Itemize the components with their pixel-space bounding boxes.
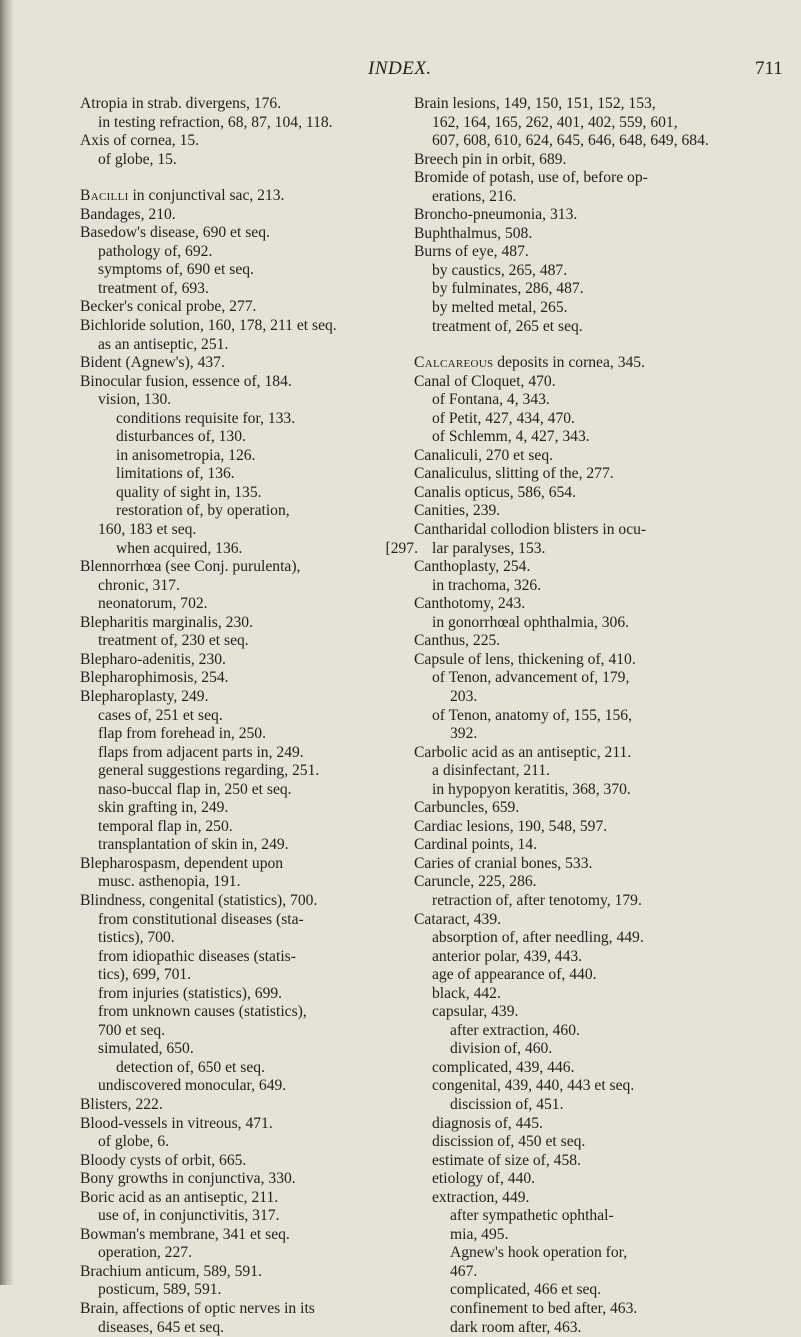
index-entry: Brain lesions, 149, 150, 151, 152, 153, <box>414 95 656 112</box>
index-entry: flaps from adjacent parts in, 249. <box>98 743 304 761</box>
index-entry: Canthoplasty, 254. <box>414 558 531 576</box>
index-entry: complicated, 466 et seq. <box>450 1281 602 1299</box>
index-entry: 607, 608, 610, 624, 645, 646, 648, 649, 684. <box>432 132 709 150</box>
index-entry: in trachoma, 326. <box>432 576 542 594</box>
index-entry: Canthus, 225. <box>414 632 501 650</box>
index-entry: diseases, 645 et seq. <box>98 1318 225 1336</box>
index-entry: tistics), 700. <box>98 929 175 947</box>
index-entry: conditions requisite for, 133. <box>116 409 296 427</box>
index-entry: Blisters, 222. <box>80 1095 163 1113</box>
index-entry: tics), 699, 701. <box>98 966 192 984</box>
index-entry: of Petit, 427, 434, 470. <box>432 409 575 427</box>
index-entry: discission of, 450 et seq. <box>432 1133 586 1151</box>
index-entry: mia, 495. <box>450 1225 509 1243</box>
index-entry: a disinfectant, 211. <box>432 762 551 780</box>
index-entry: operation, 227. <box>98 1244 192 1262</box>
index-entry: Brachium anticum, 589, 591. <box>80 1262 262 1280</box>
index-entry: 203. <box>450 687 478 705</box>
index-entry: quality of sight in, 135. <box>116 483 262 501</box>
index-entry: use of, in conjunctivitis, 317. <box>98 1207 280 1225</box>
index-entry: general suggestions regarding, 251. <box>98 762 320 780</box>
index-entry: Blepharo-adenitis, 230. <box>80 650 226 668</box>
page-binding-shadow <box>0 0 14 1285</box>
section-initial-word: Bacilli <box>80 187 129 205</box>
index-entry: 392. <box>450 725 478 743</box>
index-entry: of Schlemm, 4, 427, 343. <box>432 428 590 446</box>
index-entry: capsular, 439. <box>432 1003 519 1021</box>
index-entry: Cardinal points, 14. <box>414 836 538 854</box>
running-title: INDEX. <box>368 58 432 79</box>
index-entry: by caustics, 265, 487. <box>432 261 568 279</box>
index-entry: after extraction, 460. <box>450 1021 580 1039</box>
index-entry: Caries of cranial bones, 533. <box>414 854 593 872</box>
index-entry: Axis of cornea, 15. <box>80 132 200 150</box>
index-entry: Breech pin in orbit, 689. <box>414 150 567 168</box>
index-entry: Bromide of potash, use of, before op- <box>414 169 648 187</box>
index-entry: Bowman's membrane, 341 et seq. <box>80 1225 290 1243</box>
index-entry: pathology of, 692. <box>98 242 213 260</box>
index-entry: diagnosis of, 445. <box>432 1114 543 1132</box>
section-gap <box>80 169 418 187</box>
index-entry: after sympathetic ophthal- <box>450 1207 614 1225</box>
index-entry: Agnew's hook operation for, <box>450 1244 628 1262</box>
index-entry: Blepharitis marginalis, 230. <box>80 613 253 631</box>
index-entry: Becker's conical probe, 277. <box>80 298 257 316</box>
index-entry: Calcareous deposits in cornea, 345. <box>414 354 645 372</box>
index-entry: of Tenon, anatomy of, 155, 156, <box>432 706 633 724</box>
index-entry: in gonorrhœal ophthalmia, 306. <box>432 613 630 631</box>
index-column-left <box>80 95 418 1337</box>
index-entry: by fulminates, 286, 487. <box>432 280 584 298</box>
index-entry: of globe, 15. <box>98 150 177 168</box>
index-entry: Blepharospasm, dependent upon <box>80 854 284 872</box>
index-entry: treatment of, 230 et seq. <box>98 632 249 650</box>
index-entry: Carbuncles, 659. <box>414 799 520 817</box>
index-entry: Bloody cysts of orbit, 665. <box>80 1151 247 1169</box>
index-entry: Atropia in strab. divergens, 176. <box>80 95 282 112</box>
page-number: 711 <box>755 58 783 79</box>
index-entry: Canal of Cloquet, 470. <box>414 372 556 390</box>
index-entry: Brain, affections of optic nerves in its <box>80 1300 315 1317</box>
index-entry: erations, 216. <box>432 187 517 205</box>
index-entry: neonatorum, 702. <box>98 595 208 613</box>
index-entry: Bident (Agnew's), 437. <box>80 354 225 372</box>
index-entry: limitations of, 136. <box>116 465 235 483</box>
index-entry: etiology of, 440. <box>432 1170 536 1188</box>
index-entry: naso-buccal flap in, 250 et seq. <box>98 780 292 798</box>
index-entry: Carbolic acid as an antiseptic, 211. <box>414 743 632 761</box>
index-entry: disturbances of, 130. <box>116 428 246 446</box>
index-entry: when acquired, 136. [297. <box>116 539 418 557</box>
index-entry: congenital, 439, 440, 443 et seq. <box>432 1077 635 1095</box>
index-entry: Buphthalmus, 508. <box>414 224 533 242</box>
index-column-right <box>414 95 752 1337</box>
index-entry: 467. <box>450 1262 478 1280</box>
index-entry: cases of, 251 et seq. <box>98 706 223 724</box>
index-entry: detection of, 650 et seq. <box>116 1058 265 1076</box>
index-entry: from injuries (statistics), 699. <box>98 984 283 1002</box>
index-entry: treatment of, 265 et seq. <box>432 317 583 335</box>
index-entry: Boric acid as an antiseptic, 211. <box>80 1188 279 1206</box>
index-entry: Burns of eye, 487. <box>414 243 529 261</box>
index-entry: Blood-vessels in vitreous, 471. <box>80 1114 273 1132</box>
index-entry: of Fontana, 4, 343. <box>432 391 550 409</box>
index-entry: Bandages, 210. <box>80 205 176 223</box>
index-entry: confinement to bed after, 463. <box>450 1300 638 1317</box>
index-entry: Blennorrhœa (see Conj. purulenta), <box>80 558 301 576</box>
index-entry: Capsule of lens, thickening of, 410. <box>414 650 636 668</box>
index-entry: chronic, 317. <box>98 576 180 594</box>
index-entry: by melted metal, 265. <box>432 299 568 317</box>
index-entry: age of appearance of, 440. <box>432 966 597 984</box>
index-entry: musc. asthenopia, 191. <box>98 873 241 891</box>
index-entry: as an antiseptic, 251. <box>98 335 229 353</box>
index-entry: black, 442. <box>432 984 501 1002</box>
index-entry: estimate of size of, 458. <box>432 1151 581 1169</box>
index-entry: of Tenon, advancement of, 179, <box>432 669 630 687</box>
index-entry: restoration of, by operation, <box>116 502 290 520</box>
index-entry: Blepharoplasty, 249. <box>80 687 209 705</box>
page-header <box>0 58 801 88</box>
index-entry: discission of, 451. <box>450 1095 564 1113</box>
index-entry: 700 et seq. <box>98 1021 166 1039</box>
index-entry: vision, 130. <box>98 391 172 409</box>
index-entry: posticum, 589, 591. <box>98 1281 222 1299</box>
index-entry: treatment of, 693. <box>98 279 209 297</box>
index-entry: Blepharophimosis, 254. <box>80 669 229 687</box>
index-entry: Cataract, 439. <box>414 910 502 928</box>
index-entry: symptoms of, 690 et seq. <box>98 261 254 279</box>
index-entry: Bony growths in conjunctiva, 330. <box>80 1170 296 1188</box>
index-entry: Blindness, congenital (statistics), 700. <box>80 891 318 909</box>
index-entry: 162, 164, 165, 262, 401, 402, 559, 601, <box>432 113 678 131</box>
index-entry: temporal flap in, 250. <box>98 817 233 835</box>
index-entry: from unknown causes (statistics), <box>98 1003 307 1021</box>
index-entry: dark room after, 463. <box>450 1318 582 1336</box>
index-entry: anterior polar, 439, 443. <box>432 947 583 965</box>
index-entry: from idiopathic diseases (statis- <box>98 947 296 965</box>
index-entry: Binocular fusion, essence of, 184. <box>80 372 292 390</box>
index-entry: Canaliculi, 270 et seq. <box>414 446 554 464</box>
index-entry: in testing refraction, 68, 87, 104, 118. <box>98 113 333 131</box>
index-entry: of globe, 6. <box>98 1133 170 1151</box>
index-entry: Caruncle, 225, 286. <box>414 873 537 891</box>
index-entry: in anisometropia, 126. <box>116 446 256 464</box>
index-entry: Basedow's disease, 690 et seq. <box>80 224 270 242</box>
index-entry: absorption of, after needling, 449. <box>432 929 644 947</box>
section-initial-word: Calcareous <box>414 354 494 372</box>
index-entry: transplantation of skin in, 249. <box>98 836 289 854</box>
runover-page-note: [297. <box>385 539 418 557</box>
index-entry: 160, 183 et seq. <box>98 521 197 539</box>
index-entry: division of, 460. <box>450 1040 553 1058</box>
index-entry: simulated, 650. <box>98 1040 194 1058</box>
index-entry: Bacilli in conjunctival sac, 213. <box>80 187 285 205</box>
index-entry: in hypopyon keratitis, 368, 370. <box>432 780 631 798</box>
index-entry: Cardiac lesions, 190, 548, 597. <box>414 817 608 835</box>
index-entry: Canthotomy, 243. <box>414 595 526 613</box>
index-entry: retraction of, after tenotomy, 179. <box>432 891 642 909</box>
index-entry: Canities, 239. <box>414 502 501 520</box>
section-gap <box>414 336 752 354</box>
index-entry: complicated, 439, 446. <box>432 1058 575 1076</box>
index-entry: undiscovered monocular, 649. <box>98 1077 287 1095</box>
index-entry: Cantharidal collodion blisters in ocu- <box>414 521 647 539</box>
index-entry: Broncho-pneumonia, 313. <box>414 206 578 224</box>
index-entry: Bichloride solution, 160, 178, 211 et seq. <box>80 317 337 335</box>
index-entry: skin grafting in, 249. <box>98 799 229 817</box>
index-entry: lar paralyses, 153. <box>432 539 546 557</box>
index-entry: flap from forehead in, 250. <box>98 725 267 743</box>
index-entry: Canalis opticus, 586, 654. <box>414 483 576 501</box>
index-entry: from constitutional diseases (sta- <box>98 910 304 928</box>
index-entry: Canaliculus, slitting of the, 277. <box>414 465 614 483</box>
index-entry: extraction, 449. <box>432 1188 530 1206</box>
